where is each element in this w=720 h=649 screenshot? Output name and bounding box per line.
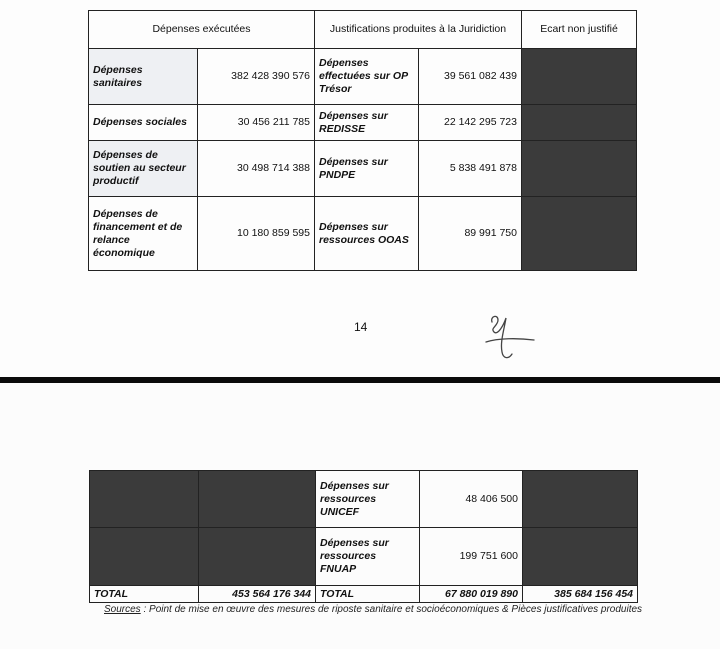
table-row <box>90 471 638 528</box>
amount-cell: 382 428 390 576 <box>198 49 315 105</box>
justified-amount-cell: 5 838 491 878 <box>419 141 522 197</box>
signature-mark <box>478 308 538 364</box>
sources-text: : Point de mise en œuvre des mesures de riposte sanitaire et socioéconomiques & Pièces justificatives produites <box>140 604 643 615</box>
justified-amount-cell: 22 142 295 723 <box>419 105 522 141</box>
justification-cell: Dépenses sur ressources OOAS <box>315 197 419 271</box>
total-row <box>90 586 638 603</box>
gap-cell-shaded <box>523 528 638 586</box>
category-cell: Dépenses de financement et de relance économique <box>89 197 198 271</box>
table-row <box>89 141 637 197</box>
justified-amount-cell: 89 991 750 <box>419 197 522 271</box>
sources-label: Sources <box>104 604 141 615</box>
gap-cell-shaded <box>522 49 637 105</box>
justification-cell: Dépenses sur ressources UNICEF <box>316 471 420 528</box>
amount-cell: 10 180 859 595 <box>198 197 315 271</box>
sources-note <box>104 604 642 615</box>
header-justifications: Justifications produites à la Juridiction <box>315 11 522 49</box>
justification-cell: Dépenses effectuées sur OP Trésor <box>315 49 419 105</box>
executed-total: 453 564 176 344 <box>199 586 316 603</box>
category-cell: Dépenses de soutien au secteur productif <box>89 141 198 197</box>
gap-cell-shaded <box>522 141 637 197</box>
category-cell-shaded <box>90 528 199 586</box>
header-executed: Dépenses exécutées <box>89 11 315 49</box>
header-gap: Ecart non justifié <box>522 11 637 49</box>
table-row <box>89 197 637 271</box>
gap-total: 385 684 156 454 <box>523 586 638 603</box>
justified-amount-cell: 39 561 082 439 <box>419 49 522 105</box>
category-cell: Dépenses sanitaires <box>89 49 198 105</box>
amount-cell-shaded <box>199 528 316 586</box>
amount-cell: 30 456 211 785 <box>198 105 315 141</box>
justification-cell: Dépenses sur PNDPE <box>315 141 419 197</box>
expenses-table-continued <box>89 470 638 603</box>
category-cell: Dépenses sociales <box>89 105 198 141</box>
total-label: TOTAL <box>90 586 199 603</box>
justified-amount-cell: 199 751 600 <box>420 528 523 586</box>
expenses-table <box>88 10 637 271</box>
gap-cell-shaded <box>523 471 638 528</box>
category-cell-shaded <box>90 471 199 528</box>
table-row <box>89 105 637 141</box>
table-header-row <box>89 11 637 49</box>
justification-cell: Dépenses sur ressources FNUAP <box>316 528 420 586</box>
justification-cell: Dépenses sur REDISSE <box>315 105 419 141</box>
table-row <box>90 528 638 586</box>
justified-amount-cell: 48 406 500 <box>420 471 523 528</box>
gap-cell-shaded <box>522 197 637 271</box>
gap-cell-shaded <box>522 105 637 141</box>
amount-cell: 30 498 714 388 <box>198 141 315 197</box>
table-row <box>89 49 637 105</box>
total-label-justified: TOTAL <box>316 586 420 603</box>
amount-cell-shaded <box>199 471 316 528</box>
page-number: 14 <box>354 320 368 334</box>
justified-total: 67 880 019 890 <box>420 586 523 603</box>
